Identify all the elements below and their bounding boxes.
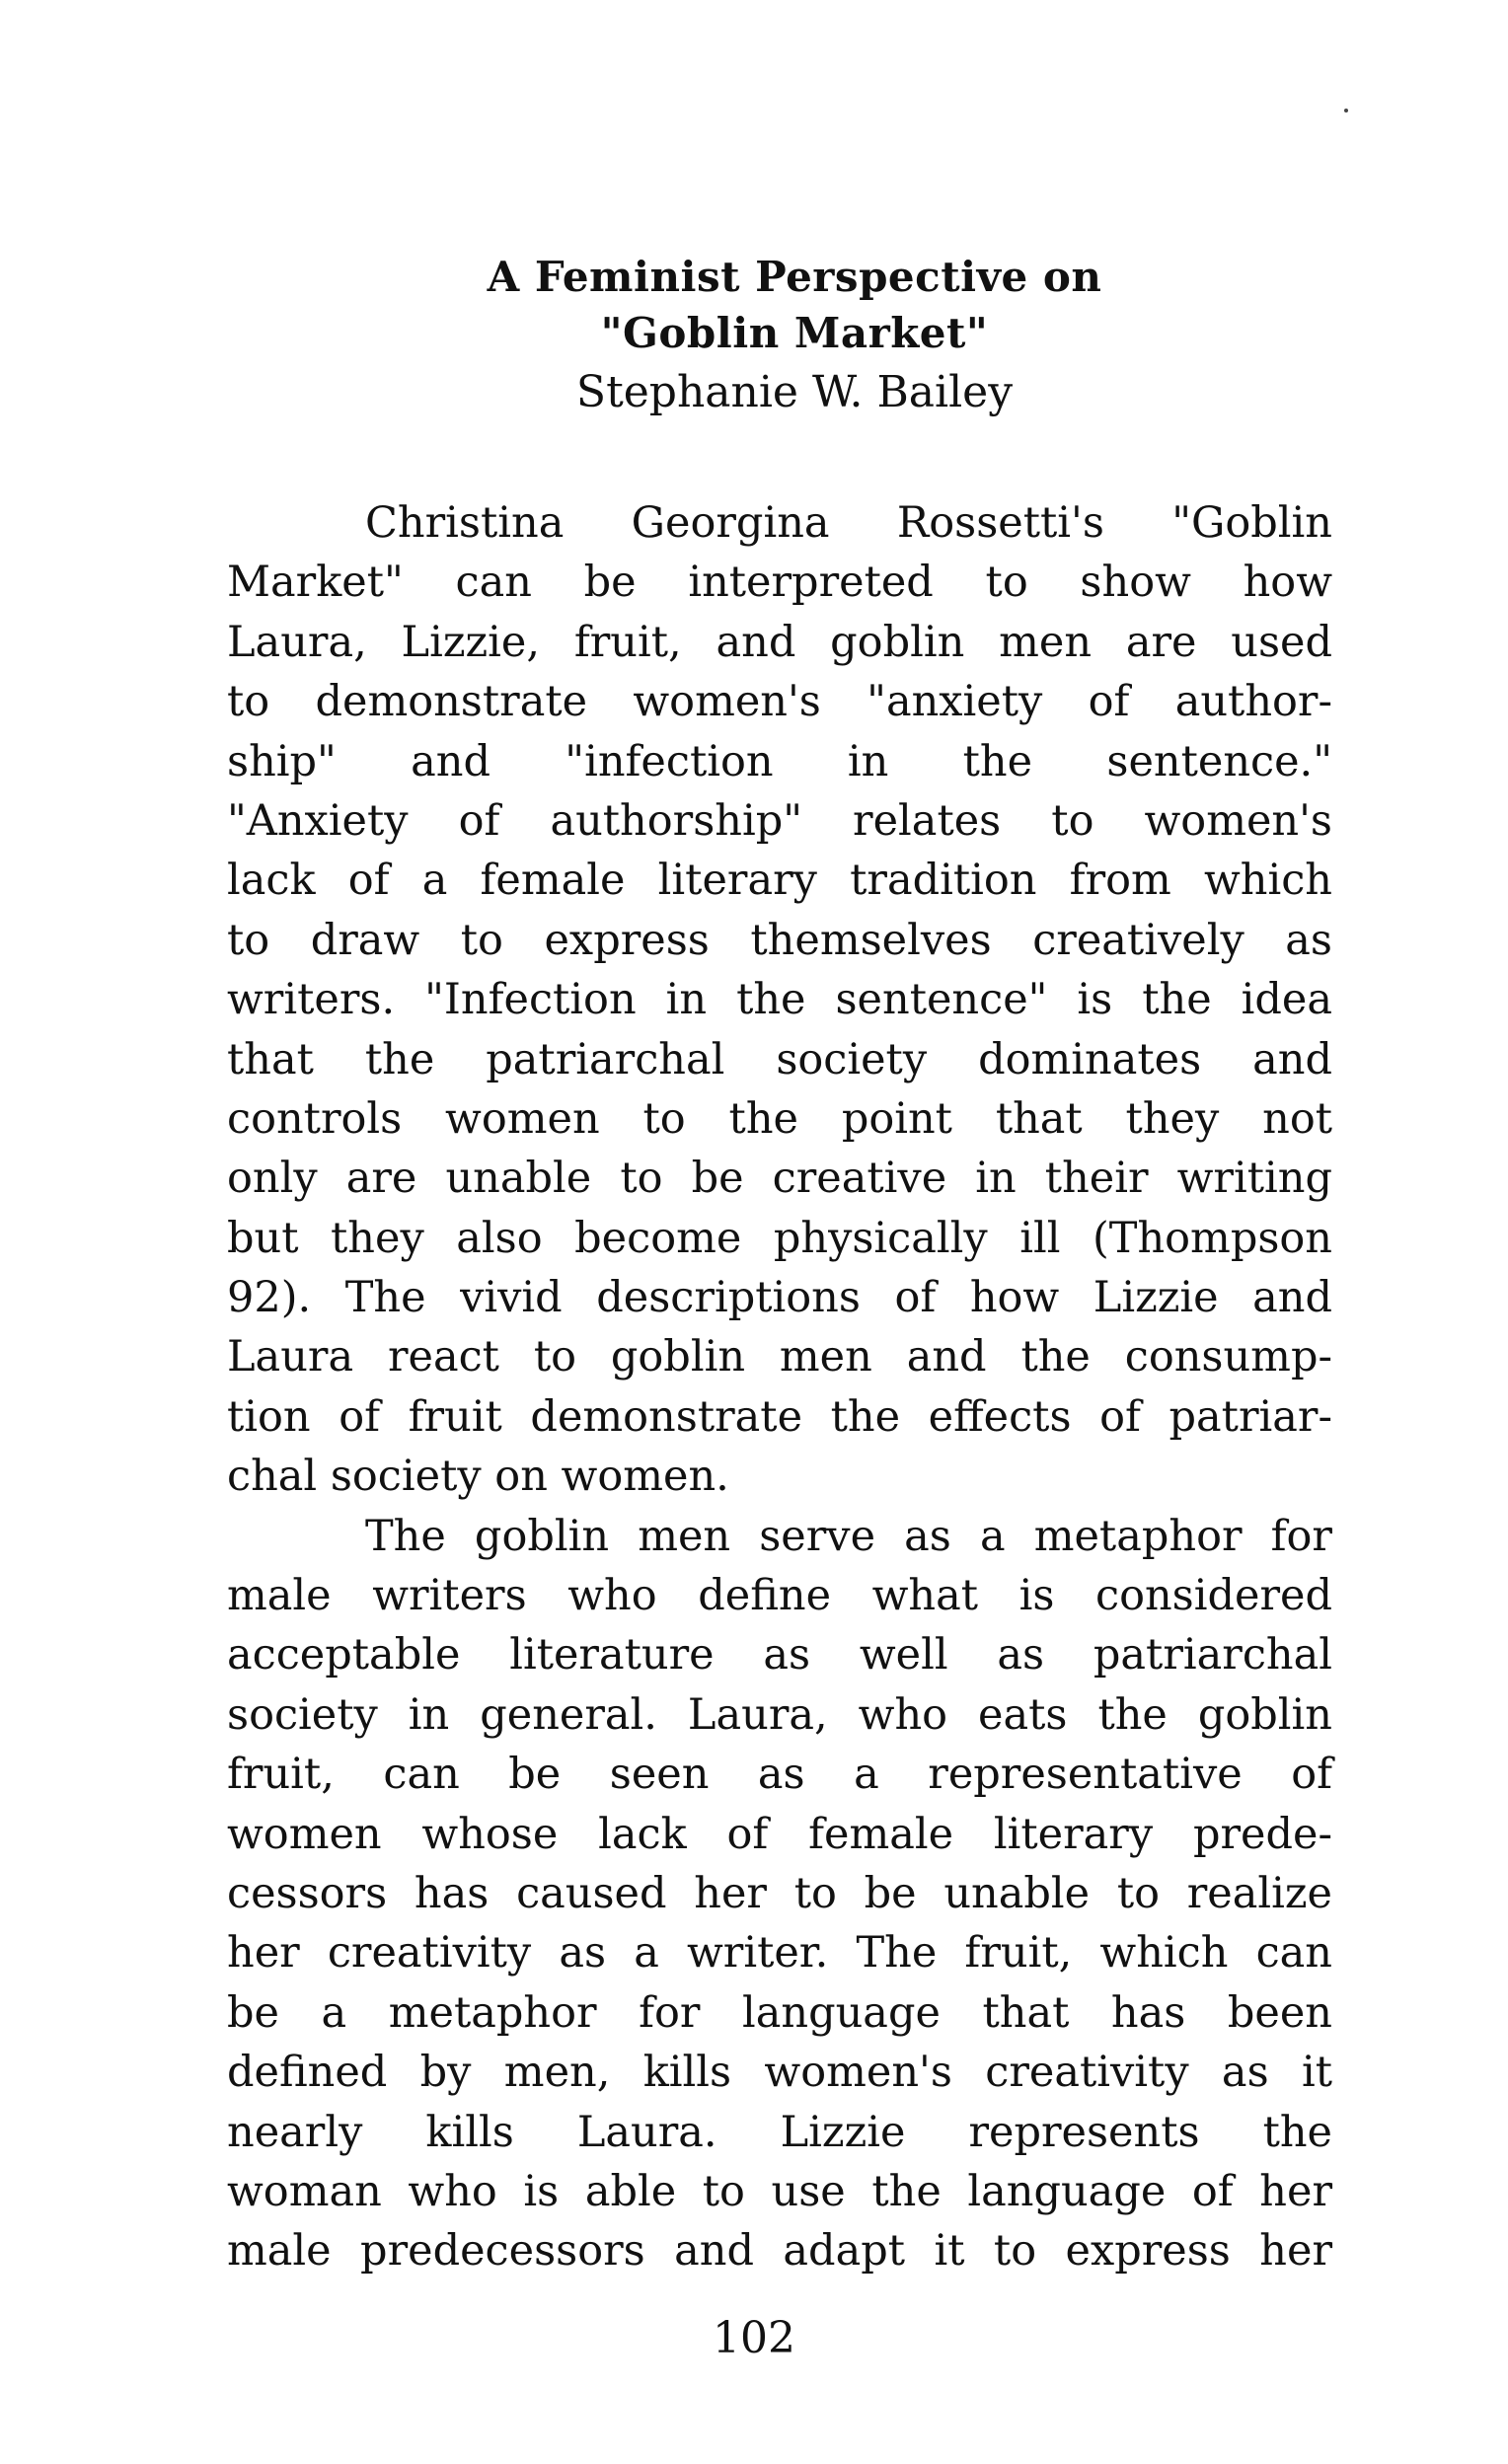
text-line: only are unable to be creative in their writing [227,1154,1332,1204]
text-line: writers. "Infection in the sentence" is the idea [227,975,1332,1025]
text-line: Market" can be interpreted to show how [227,558,1332,608]
text-line: male predecessors and adapt it to express her [227,2226,1332,2277]
text-line: lack of a female literary tradition from which [227,856,1332,906]
text-line: 92). The vivid descriptions of how Lizzie and [227,1273,1332,1323]
text-line: "Anxiety of authorship" relates to women's [227,795,1332,846]
text-line: nearly kills Laura. Lizzie represents the [227,2107,1332,2157]
text-line: women whose lack of female literary prede- [227,1809,1332,1859]
paragraph-2 [227,1507,1332,2281]
text-line: that the patriarchal society dominates and [227,1034,1332,1084]
text-line: Christina Georgina Rossetti's "Goblin [365,498,1332,548]
title-block [227,249,1362,422]
text-line: Laura, Lizzie, fruit, and goblin men are used [227,617,1332,667]
text-line: her creativity as a writer. The fruit, which can [227,1928,1332,1979]
text-line: society in general. Laura, who eats the goblin [227,1689,1332,1740]
text-line: male writers who define what is considered [227,1571,1332,1621]
author-name: Stephanie W. Bailey [575,367,1014,417]
text-line: cessors has caused her to be unable to realize [227,1868,1332,1918]
text-line: to draw to express themselves creatively as [227,915,1332,965]
text-line: but they also become physically ill (Thompson [227,1213,1332,1263]
text-line: acceptable literature as well as patriarchal [227,1630,1332,1680]
text-line: chal society on women. [227,1452,729,1502]
text-line: The goblin men serve as a metaphor for [365,1511,1332,1561]
page-number: 102 [713,2313,795,2363]
text-line: tion of fruit demonstrate the effects of patriar- [227,1391,1332,1442]
text-line: fruit, can be seen as a representative of [227,1750,1332,1800]
title-line-2: "Goblin Market" [600,309,989,357]
paragraph-1 [227,493,1332,1507]
text-line: Laura react to goblin men and the consump- [227,1332,1332,1382]
text-line: ship" and "infection in the sentence." [227,736,1332,786]
text-line: be a metaphor for language that has been [227,1987,1332,2038]
scan-speck [1344,109,1348,112]
text-line: controls women to the point that they not [227,1093,1332,1144]
text-line: to demonstrate women's "anxiety of author- [227,677,1332,727]
article-body [227,493,1332,2281]
text-line: woman who is able to use the language of her [227,2166,1332,2216]
text-line: defined by men, kills women's creativity as it [227,2048,1332,2098]
title-line-1: A Feminist Perspective on [487,253,1102,301]
